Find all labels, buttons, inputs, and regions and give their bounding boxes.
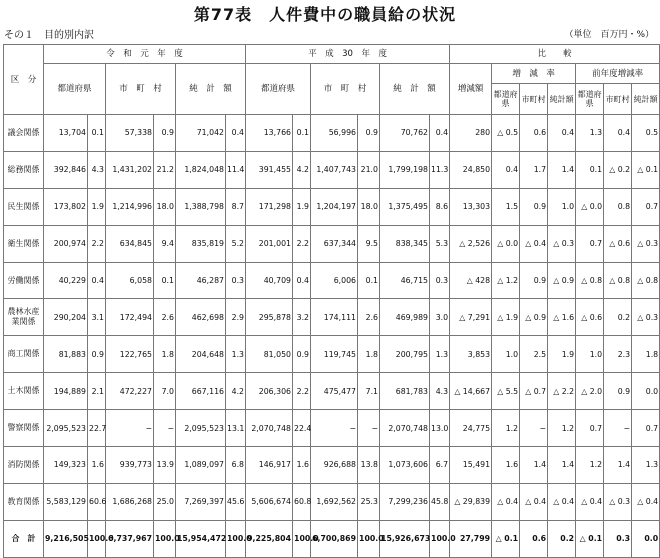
row-category: 民生関係 xyxy=(4,188,44,225)
table-cell: 56,996 xyxy=(311,115,358,152)
unit-note: （単位 百万円・%） xyxy=(564,30,654,40)
table-cell: 0.4 xyxy=(430,115,450,152)
table-cell: 13.1 xyxy=(226,410,246,447)
table-cell: 149,323 xyxy=(44,447,88,484)
table-cell: 2.2 xyxy=(293,225,311,262)
table-cell: 0.9 xyxy=(358,115,380,152)
header-rate-municipal: 市町村 xyxy=(520,84,548,115)
table-cell: − xyxy=(106,410,154,447)
table-cell: 2.5 xyxy=(520,336,548,373)
table-cell: 0.9 xyxy=(520,262,548,299)
header-prev-year-rate: 前年度増減率 xyxy=(576,64,660,84)
table-cell: 15,491 xyxy=(450,447,492,484)
row-category: 総務関係 xyxy=(4,151,44,188)
table-cell: △ 0.1 xyxy=(632,151,660,188)
table-cell: 100.0 xyxy=(293,520,311,557)
table-cell: △ 0.3 xyxy=(632,225,660,262)
table-cell: 7,269,397 xyxy=(176,483,226,520)
table-cell: 6,700,869 xyxy=(311,520,358,557)
table-cell: 1,692,562 xyxy=(311,483,358,520)
table-cell: △ 0.8 xyxy=(632,262,660,299)
table-cell: 81,883 xyxy=(44,336,88,373)
table-cell: △ 2.2 xyxy=(548,373,576,410)
header-rate-net: 純計額 xyxy=(548,84,576,115)
header-increase-rate: 増 減 率 xyxy=(492,64,576,84)
table-cell: △ 0.4 xyxy=(492,483,520,520)
table-cell: △ 0.8 xyxy=(604,262,632,299)
table-cell: 1.6 xyxy=(492,447,520,484)
table-cell: △ 1.2 xyxy=(492,262,520,299)
table-cell: △ 1.6 xyxy=(548,299,576,336)
table-cell: 1,824,048 xyxy=(176,151,226,188)
table-cell: 15,954,472 xyxy=(176,520,226,557)
table-cell: 1,375,495 xyxy=(380,188,430,225)
table-cell: 391,455 xyxy=(246,151,293,188)
row-category: 労働関係 xyxy=(4,262,44,299)
table-cell: 0.3 xyxy=(226,262,246,299)
table-cell: 0.5 xyxy=(632,115,660,152)
table-cell: 1.3 xyxy=(226,336,246,373)
table-cell: 0.4 xyxy=(492,151,520,188)
row-category: 警察関係 xyxy=(4,410,44,447)
table-cell: 200,974 xyxy=(44,225,88,262)
table-cell: 13,303 xyxy=(450,188,492,225)
table-cell: 18.0 xyxy=(358,188,380,225)
table-cell: △ 0.4 xyxy=(632,483,660,520)
header-prefecture-1: 都道府県 xyxy=(44,64,106,115)
table-cell: 18.0 xyxy=(154,188,176,225)
table-cell: 667,116 xyxy=(176,373,226,410)
table-cell: 22.4 xyxy=(293,410,311,447)
table-cell: 0.6 xyxy=(520,520,548,557)
table-cell: 0.8 xyxy=(604,188,632,225)
table-cell: 206,306 xyxy=(246,373,293,410)
table-cell: 0.9 xyxy=(520,188,548,225)
table-cell: 0.3 xyxy=(430,262,450,299)
table-cell: 46,287 xyxy=(176,262,226,299)
table-cell: 1.9 xyxy=(548,336,576,373)
table-cell: △ 0.4 xyxy=(520,225,548,262)
table-cell: 5,606,674 xyxy=(246,483,293,520)
table-cell: 838,345 xyxy=(380,225,430,262)
table-cell: △ 0.6 xyxy=(604,225,632,262)
page-title: 第77表 人件費中の職員給の状況 xyxy=(193,5,457,24)
table-cell: 634,845 xyxy=(106,225,154,262)
table-row xyxy=(4,262,660,299)
header-prev-prefecture: 都道府県 xyxy=(576,84,604,115)
table-cell: 1.9 xyxy=(88,188,106,225)
table-cell: 4.3 xyxy=(88,151,106,188)
table-subtitle: その１ 目的別内訳 xyxy=(4,30,94,41)
table-cell: 1.4 xyxy=(548,447,576,484)
table-cell: △ 5.5 xyxy=(492,373,520,410)
header-category: 区 分 xyxy=(4,45,44,115)
table-cell: 201,001 xyxy=(246,225,293,262)
table-cell: 100.0 xyxy=(430,520,450,557)
table-cell: 2.3 xyxy=(604,336,632,373)
header-prev-net: 純計額 xyxy=(632,84,660,115)
table-cell: △ 0.0 xyxy=(576,188,604,225)
table-cell: 4.2 xyxy=(226,373,246,410)
table-cell: △ 1.9 xyxy=(492,299,520,336)
table-cell: 1,089,097 xyxy=(176,447,226,484)
table-cell: 60.6 xyxy=(88,483,106,520)
table-cell: 21.0 xyxy=(358,151,380,188)
header-increase-amount: 増減額 xyxy=(450,64,492,115)
header-net-total-2: 純 計 額 xyxy=(380,64,450,115)
table-cell: 5.3 xyxy=(430,225,450,262)
table-cell: 0.2 xyxy=(548,520,576,557)
table-cell: 1.4 xyxy=(604,447,632,484)
table-cell: 392,846 xyxy=(44,151,88,188)
row-category: 消防関係 xyxy=(4,447,44,484)
table-cell: 7.0 xyxy=(154,373,176,410)
table-cell: 6.8 xyxy=(226,447,246,484)
table-cell: △ 0.7 xyxy=(520,373,548,410)
table-cell: 1.5 xyxy=(492,188,520,225)
table-cell: △ 0.3 xyxy=(604,483,632,520)
table-cell: 1,073,606 xyxy=(380,447,430,484)
table-cell: 2.2 xyxy=(88,225,106,262)
table-cell: 173,802 xyxy=(44,188,88,225)
table-cell: − xyxy=(604,410,632,447)
table-cell: 2.6 xyxy=(154,299,176,336)
table-cell: 1.3 xyxy=(430,336,450,373)
table-cell: △ 0.1 xyxy=(576,520,604,557)
table-cell: 3,853 xyxy=(450,336,492,373)
table-cell: 24,850 xyxy=(450,151,492,188)
table-cell: 939,773 xyxy=(106,447,154,484)
table-cell: 3.0 xyxy=(430,299,450,336)
table-cell: 1.2 xyxy=(576,447,604,484)
table-cell: 25.0 xyxy=(154,483,176,520)
table-cell: 81,050 xyxy=(246,336,293,373)
table-cell: 24,775 xyxy=(450,410,492,447)
table-cell: 5,583,129 xyxy=(44,483,88,520)
table-cell: 1.8 xyxy=(358,336,380,373)
table-cell: 25.3 xyxy=(358,483,380,520)
table-cell: △ 2,526 xyxy=(450,225,492,262)
table-cell: 4.2 xyxy=(293,151,311,188)
table-cell: 3.2 xyxy=(293,299,311,336)
table-cell: 1,388,798 xyxy=(176,188,226,225)
table-cell: 0.0 xyxy=(632,373,660,410)
table-cell: 681,783 xyxy=(380,373,430,410)
table-cell: 2,070,748 xyxy=(380,410,430,447)
table-cell: △ 0.9 xyxy=(548,262,576,299)
table-cell: 0.4 xyxy=(604,115,632,152)
table-cell: △ 428 xyxy=(450,262,492,299)
table-cell: 70,762 xyxy=(380,115,430,152)
table-cell: 8.7 xyxy=(226,188,246,225)
table-row xyxy=(4,373,660,410)
table-cell: △ 0.8 xyxy=(576,262,604,299)
table-cell: 1.0 xyxy=(492,336,520,373)
table-cell: 0.4 xyxy=(293,262,311,299)
table-cell: 0.4 xyxy=(88,262,106,299)
table-cell: 0.1 xyxy=(576,151,604,188)
table-cell: 2.9 xyxy=(226,299,246,336)
table-cell: 9.5 xyxy=(358,225,380,262)
header-municipal-2: 市 町 村 xyxy=(311,64,380,115)
table-cell: 0.7 xyxy=(576,410,604,447)
table-cell: 11.3 xyxy=(430,151,450,188)
table-cell: 469,989 xyxy=(380,299,430,336)
table-cell: 46,715 xyxy=(380,262,430,299)
table-cell: − xyxy=(520,410,548,447)
table-cell: 45.8 xyxy=(430,483,450,520)
table-cell: 60.8 xyxy=(293,483,311,520)
header-rate-prefecture: 都道府県 xyxy=(492,84,520,115)
table-cell: 6,006 xyxy=(311,262,358,299)
table-row xyxy=(4,225,660,262)
table-cell: 1.2 xyxy=(548,410,576,447)
table-cell: 7.1 xyxy=(358,373,380,410)
table-cell: 13,766 xyxy=(246,115,293,152)
table-cell: 295,878 xyxy=(246,299,293,336)
table-cell: 1.7 xyxy=(520,151,548,188)
table-cell: 637,344 xyxy=(311,225,358,262)
row-category: 議会関係 xyxy=(4,115,44,152)
table-cell: 146,917 xyxy=(246,447,293,484)
table-cell: 71,042 xyxy=(176,115,226,152)
row-category: 合 計 xyxy=(4,520,44,557)
table-row xyxy=(4,520,660,557)
table-cell: 6.7 xyxy=(430,447,450,484)
table-cell: 2,095,523 xyxy=(44,410,88,447)
table-cell: 2,070,748 xyxy=(246,410,293,447)
table-cell: 2.2 xyxy=(293,373,311,410)
table-cell: 8.6 xyxy=(430,188,450,225)
table-cell: 1.4 xyxy=(548,151,576,188)
table-cell: 100.0 xyxy=(88,520,106,557)
table-cell: △ 0.6 xyxy=(576,299,604,336)
table-cell: 0.4 xyxy=(226,115,246,152)
table-cell: 0.7 xyxy=(576,225,604,262)
table-cell: 0.7 xyxy=(632,410,660,447)
table-cell: 0.1 xyxy=(293,115,311,152)
table-cell: 475,477 xyxy=(311,373,358,410)
table-cell: 15,926,673 xyxy=(380,520,430,557)
header-net-total-1: 純 計 額 xyxy=(176,64,246,115)
table-cell: 4.3 xyxy=(430,373,450,410)
table-cell: 5.2 xyxy=(226,225,246,262)
table-cell: 0.9 xyxy=(154,115,176,152)
table-cell: 2,095,523 xyxy=(176,410,226,447)
table-cell: △ 2.0 xyxy=(576,373,604,410)
row-category: 教育関係 xyxy=(4,483,44,520)
table-cell: △ 0.4 xyxy=(520,483,548,520)
table-cell: 13.0 xyxy=(430,410,450,447)
table-cell: 1,204,197 xyxy=(311,188,358,225)
table-cell: 27,799 xyxy=(450,520,492,557)
table-cell: 6,737,967 xyxy=(106,520,154,557)
table-cell: 1,799,198 xyxy=(380,151,430,188)
table-cell: △ 0.1 xyxy=(492,520,520,557)
table-cell: 0.9 xyxy=(88,336,106,373)
table-cell: △ 0.3 xyxy=(548,225,576,262)
table-row xyxy=(4,299,660,336)
header-municipal-1: 市 町 村 xyxy=(106,64,176,115)
table-cell: 0.7 xyxy=(632,188,660,225)
table-cell: 835,819 xyxy=(176,225,226,262)
table-cell: 0.4 xyxy=(548,115,576,152)
table-cell: 9,216,505 xyxy=(44,520,88,557)
staff-salary-table xyxy=(3,44,660,558)
header-prev-municipal: 市町村 xyxy=(604,84,632,115)
table-cell: 0.2 xyxy=(604,299,632,336)
table-row xyxy=(4,151,660,188)
table-cell: 1.6 xyxy=(293,447,311,484)
table-cell: △ 14,667 xyxy=(450,373,492,410)
table-cell: 0.0 xyxy=(632,520,660,557)
table-cell: 9.4 xyxy=(154,225,176,262)
table-cell: − xyxy=(311,410,358,447)
table-cell: 40,709 xyxy=(246,262,293,299)
table-cell: 45.6 xyxy=(226,483,246,520)
table-row xyxy=(4,447,660,484)
table-cell: 40,229 xyxy=(44,262,88,299)
table-cell: △ 0.2 xyxy=(604,151,632,188)
row-category: 衛生関係 xyxy=(4,225,44,262)
table-cell: 13,704 xyxy=(44,115,88,152)
table-cell: 6,058 xyxy=(106,262,154,299)
table-cell: 100.0 xyxy=(358,520,380,557)
table-cell: 0.9 xyxy=(604,373,632,410)
table-cell: △ 29,839 xyxy=(450,483,492,520)
table-cell: 9,225,804 xyxy=(246,520,293,557)
row-category: 農林水産業関係 xyxy=(4,299,44,336)
table-cell: 57,338 xyxy=(106,115,154,152)
table-cell: 1.9 xyxy=(293,188,311,225)
table-cell: 200,795 xyxy=(380,336,430,373)
table-cell: 174,111 xyxy=(311,299,358,336)
table-cell: 1,214,996 xyxy=(106,188,154,225)
table-cell: 171,298 xyxy=(246,188,293,225)
table-cell: 1.2 xyxy=(492,410,520,447)
table-cell: 172,494 xyxy=(106,299,154,336)
table-cell: 926,688 xyxy=(311,447,358,484)
table-cell: 1.3 xyxy=(576,115,604,152)
row-category: 土木関係 xyxy=(4,373,44,410)
table-cell: 1.8 xyxy=(632,336,660,373)
table-cell: △ 0.3 xyxy=(632,299,660,336)
table-cell: 1.3 xyxy=(632,447,660,484)
table-cell: − xyxy=(358,410,380,447)
table-cell: 122,765 xyxy=(106,336,154,373)
table-cell: 13.8 xyxy=(358,447,380,484)
table-cell: 1.0 xyxy=(548,188,576,225)
table-cell: 13.9 xyxy=(154,447,176,484)
table-cell: △ 0.5 xyxy=(492,115,520,152)
table-cell: 0.1 xyxy=(88,115,106,152)
table-cell: 1,431,202 xyxy=(106,151,154,188)
table-cell: 22.7 xyxy=(88,410,106,447)
table-cell: 100.0 xyxy=(226,520,246,557)
table-cell: 0.1 xyxy=(154,262,176,299)
table-cell: 7,299,236 xyxy=(380,483,430,520)
table-cell: 3.1 xyxy=(88,299,106,336)
table-cell: 0.9 xyxy=(293,336,311,373)
header-comparison: 比 較 xyxy=(450,45,660,64)
table-row xyxy=(4,483,660,520)
table-cell: 1.6 xyxy=(88,447,106,484)
table-cell: △ 0.9 xyxy=(520,299,548,336)
table-cell: 100.0 xyxy=(154,520,176,557)
table-row xyxy=(4,336,660,373)
table-cell: − xyxy=(154,410,176,447)
header-prefecture-2: 都道府県 xyxy=(246,64,311,115)
table-cell: 204,648 xyxy=(176,336,226,373)
table-cell: 119,745 xyxy=(311,336,358,373)
table-body xyxy=(4,115,660,558)
table-cell: 0.3 xyxy=(604,520,632,557)
table-cell: 1.4 xyxy=(520,447,548,484)
table-cell: △ 0.4 xyxy=(548,483,576,520)
table-cell: 0.6 xyxy=(520,115,548,152)
table-cell: 1.0 xyxy=(576,336,604,373)
table-cell: 1,407,743 xyxy=(311,151,358,188)
table-cell: 194,889 xyxy=(44,373,88,410)
table-row xyxy=(4,410,660,447)
table-cell: 1.8 xyxy=(154,336,176,373)
table-cell: 0.1 xyxy=(358,262,380,299)
table-cell: 21.2 xyxy=(154,151,176,188)
table-cell: 2.6 xyxy=(358,299,380,336)
table-cell: 280 xyxy=(450,115,492,152)
table-cell: △ 0.0 xyxy=(492,225,520,262)
table-cell: 290,204 xyxy=(44,299,88,336)
table-cell: 2.1 xyxy=(88,373,106,410)
header-year-reiwa1: 令 和 元 年 度 xyxy=(44,45,246,64)
table-cell: 462,698 xyxy=(176,299,226,336)
table-row xyxy=(4,115,660,152)
table-cell: 472,227 xyxy=(106,373,154,410)
table-row xyxy=(4,188,660,225)
table-cell: 11.4 xyxy=(226,151,246,188)
header-year-heisei30: 平 成 30 年 度 xyxy=(246,45,450,64)
table-cell: 1,686,268 xyxy=(106,483,154,520)
row-category: 商工関係 xyxy=(4,336,44,373)
table-cell: △ 0.4 xyxy=(576,483,604,520)
table-cell: △ 7,291 xyxy=(450,299,492,336)
